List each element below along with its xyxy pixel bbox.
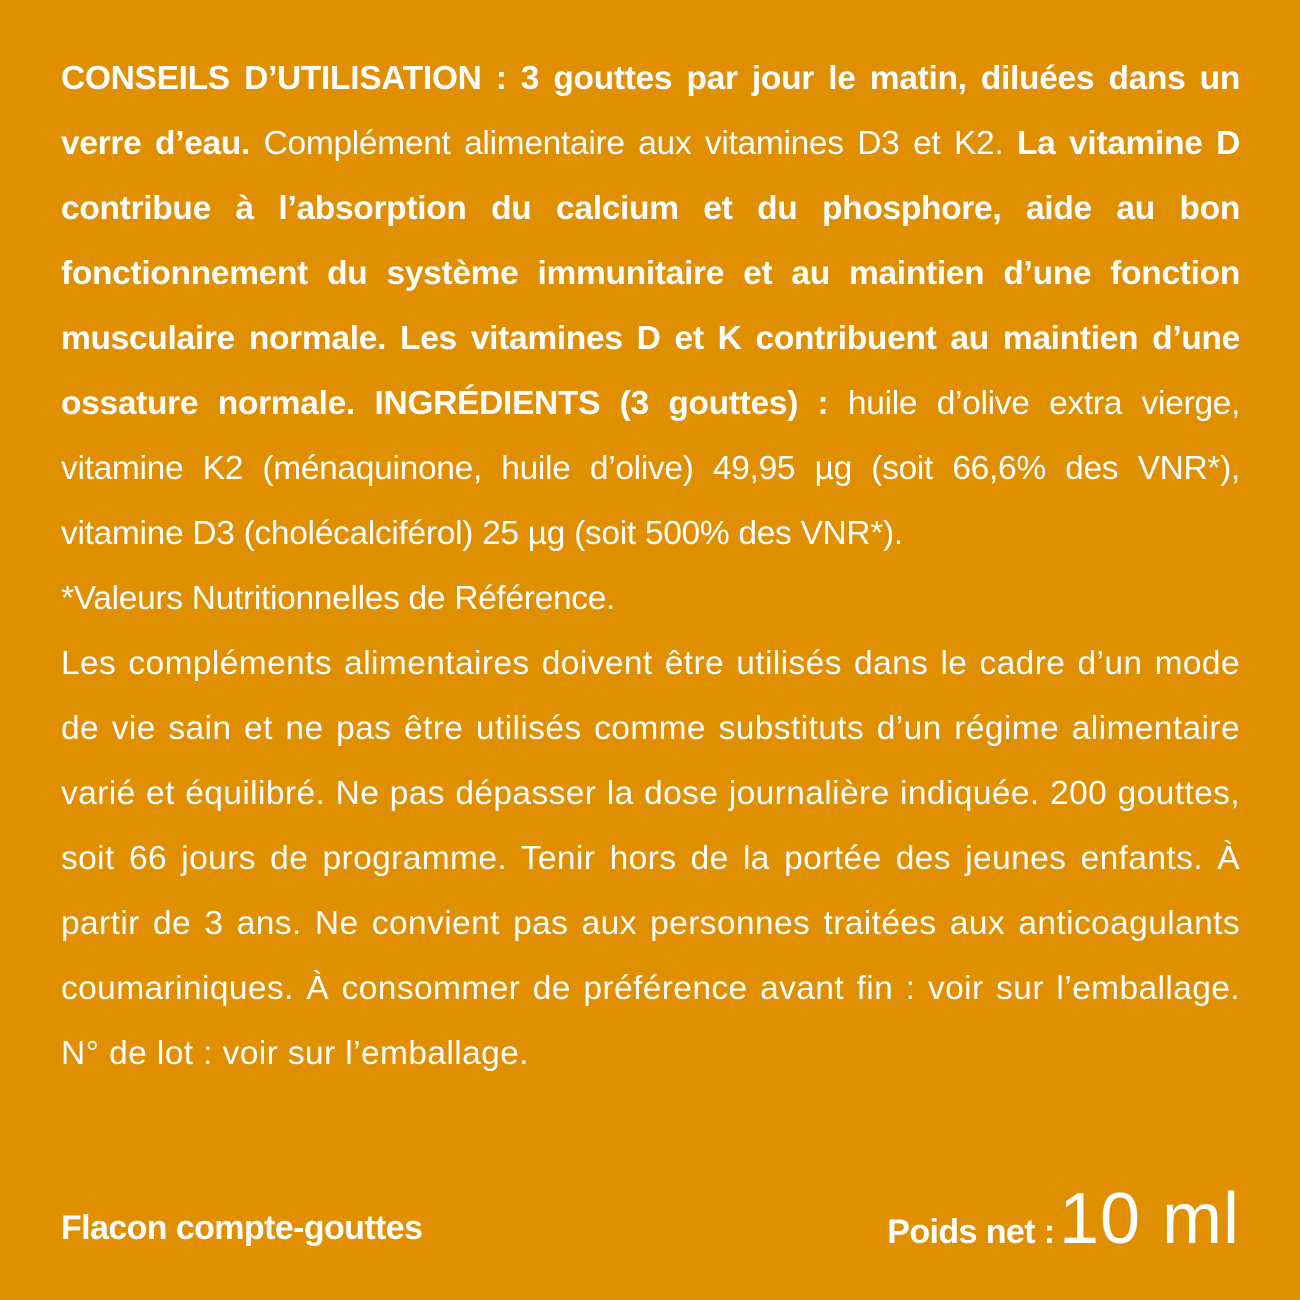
ingredients-label: INGRÉDIENTS (3 gouttes) :	[374, 385, 829, 422]
health-claims: La vitamine D contribue à l’absorption du calcium et du phosphore, aide au bon fonctionnement du système immunitaire et au maintien d’une fonction musculaire normale. Les vitamines D et K contribuent au maintien d’une ossature normale.	[61, 125, 1240, 422]
net-weight-label: Poids net :	[887, 1213, 1055, 1251]
product-type-description: Complément alimentaire aux vitamines D3 et K2.	[263, 125, 1004, 162]
net-weight-value: 10 ml	[1058, 1179, 1240, 1259]
warnings-block	[61, 631, 1240, 1086]
usage-instructions: CONSEILS D’UTILISATION : 3 gouttes par jour le matin, diluées dans un verre d’eau.	[61, 60, 1240, 162]
nutrient-reference-footnote: *Valeurs Nutritionnelles de Référence.	[61, 580, 616, 617]
label-footer	[61, 1158, 1240, 1259]
net-weight	[887, 1178, 1240, 1260]
container-type: Flacon compte-gouttes	[61, 1209, 423, 1247]
ingredients-list: huile d’olive extra vierge, vitamine K2 (ménaquinone, huile d’olive) 49,95 µg (soit 66,6% des VNR*), vitamine D3 (cholécalciférol) 25 µg (soit 500% des VNR*).	[61, 385, 1240, 552]
warnings-text: Les compléments alimentaires doivent être utilisés dans le cadre d’un mode de vie sain et ne pas être utilisés comme substituts d’un régime alimentaire varié et équilibré. Ne pas dépasser la dose journalière indiquée. 200 gouttes, soit 66 jours de programme. Tenir hors de la portée des jeunes enfants. À partir de 3 ans. Ne convient pas aux personnes traitées aux anticoagulants coumariniques. À consommer de préférence avant fin : voir sur l’emballage. N° de lot : voir sur l’emballage.	[61, 645, 1240, 1072]
usage-and-ingredients-block	[61, 46, 1240, 631]
